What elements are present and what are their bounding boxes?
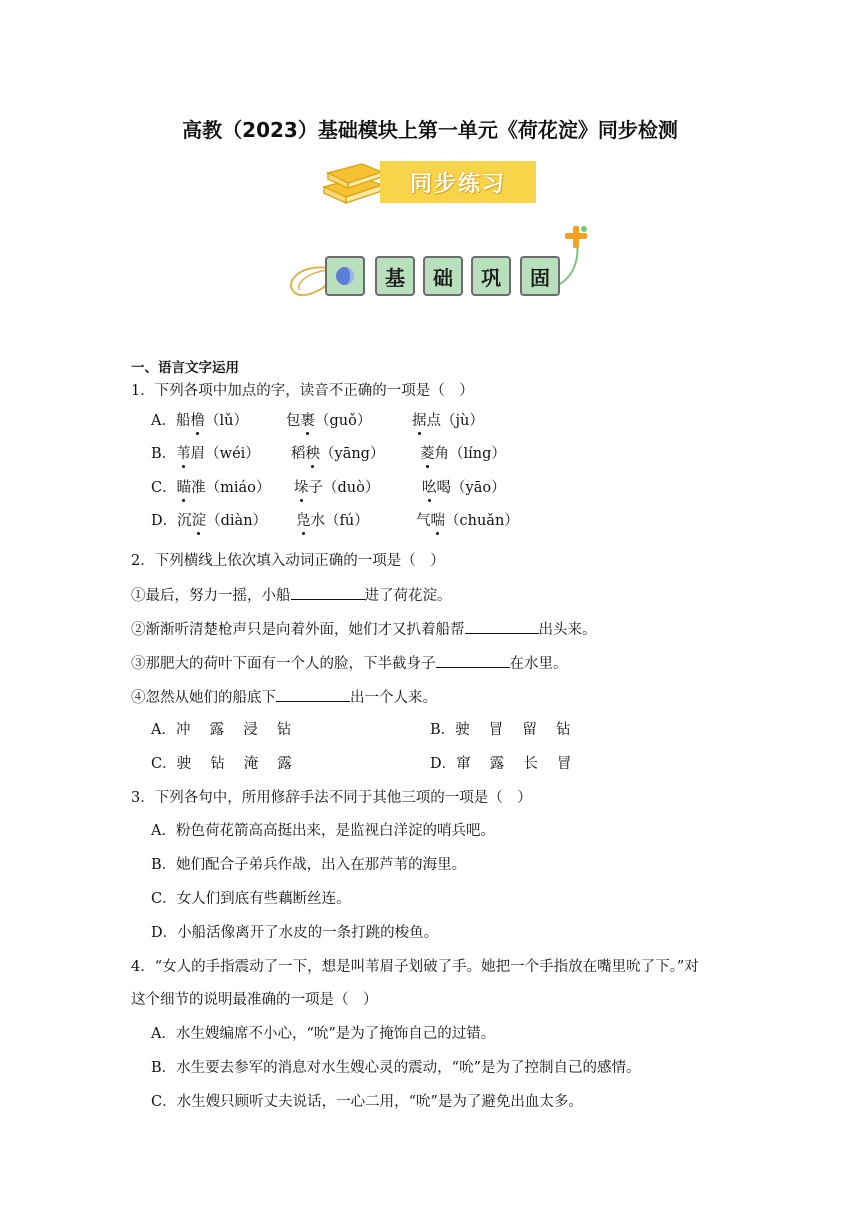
q4-option-c: C．水生嫂只顾听丈夫说话，一心二用，“吮”是为了避免出血太多。 — [151, 1094, 583, 1110]
dotted-char: 橹 — [190, 413, 205, 429]
text: ①最后，努力一摇，小船 — [131, 588, 291, 604]
q2-sentence-4 — [131, 687, 437, 707]
pinyin: （yāo） — [451, 480, 506, 496]
pinyin: （chuǎn） — [445, 513, 519, 529]
q1-stem: 1．下列各项中加点的字，读音不正确的一项是（ ） — [131, 383, 474, 399]
text: 进了荷花淀。 — [364, 588, 452, 604]
tile-chu: 础 — [423, 256, 463, 296]
pinyin: （fú） — [325, 513, 369, 529]
q2-stem: 2．下列横线上依次填入动词正确的一项是（ ） — [131, 553, 445, 569]
dotted-char: 裹 — [300, 413, 315, 429]
q4-option-b: B．水生要去参军的消息对水生嫂心灵的震动，“吮”是为了控制自己的感情。 — [151, 1060, 641, 1076]
dotted-char: 吆 — [422, 480, 437, 496]
char: 沉 — [177, 513, 192, 529]
q3-option-a: A．粉色荷花箭高高挺出来，是监视白洋淀的哨兵吧。 — [151, 823, 495, 839]
dotted-char: 喘 — [430, 513, 445, 529]
option-label: D． — [151, 513, 178, 529]
char: 角 — [434, 446, 449, 462]
q2-option-d: D．窜 露 长 冒 — [430, 756, 572, 772]
char: 船 — [175, 413, 191, 429]
char: 稻 — [291, 446, 306, 462]
fill-blank — [436, 653, 510, 668]
q1-option-c-word2 — [294, 479, 379, 497]
char: 准 — [191, 480, 206, 496]
q1-option-d — [151, 512, 267, 530]
pinyin: （lǔ） — [204, 413, 248, 429]
q4-stem-line-2: 这个细节的说明最准确的一项是（ ） — [131, 992, 378, 1008]
fill-blank — [291, 585, 365, 600]
fill-blank — [465, 619, 539, 634]
text: ③那肥大的荷叶下面有一个人的脸，下半截身子 — [131, 656, 436, 672]
q1-option-b-word3 — [420, 445, 506, 463]
option-label: C． — [151, 480, 177, 496]
option-label: A． — [151, 413, 176, 429]
text: ④忽然从她们的船底下 — [131, 690, 276, 706]
char: 点 — [426, 413, 441, 429]
q3-option-c: C．女人们到底有些藕断丝连。 — [151, 891, 351, 907]
pinyin: （duò） — [323, 480, 380, 496]
dotted-char: 苇 — [176, 446, 191, 462]
tile-gu: 固 — [520, 256, 560, 296]
pinyin: （diàn） — [206, 513, 268, 529]
q1-option-a-word2 — [286, 412, 371, 430]
q1-option-b — [151, 445, 260, 463]
text: 在水里。 — [509, 656, 568, 672]
q1-option-c-word3 — [422, 479, 506, 497]
basic-consolidation-header — [280, 224, 590, 304]
q1-option-d-word3 — [416, 512, 519, 530]
q3-option-b: B．她们配合子弟兵作战，出入在那芦苇的海里。 — [151, 857, 467, 873]
q1-option-d-word2 — [296, 512, 369, 530]
globe-tile — [325, 256, 365, 296]
q3-stem: 3．下列各句中，所用修辞手法不同于其他三项的一项是（ ） — [131, 790, 532, 806]
q1-option-b-word2 — [291, 445, 384, 463]
dotted-char: 垛 — [294, 480, 309, 496]
pinyin: （jù） — [441, 413, 484, 429]
char: 气 — [416, 513, 431, 529]
pinyin: （yāng） — [320, 446, 385, 462]
q3-option-d: D．小船活像离开了水皮的一条打跳的梭鱼。 — [151, 925, 439, 941]
dotted-char: 据 — [412, 413, 427, 429]
text: ②渐渐听清楚枪声只是向着外面，她们才又扒着船帮 — [131, 622, 465, 638]
fill-blank — [276, 687, 350, 702]
char: 包 — [286, 413, 301, 429]
char: 水 — [310, 513, 325, 529]
q1-option-a — [151, 412, 248, 430]
tile-ji: 基 — [375, 256, 415, 296]
q2-option-b: B．驶 冒 留 钻 — [430, 722, 571, 738]
globe-icon — [334, 265, 356, 287]
q4-stem-line-1: 4．“女人的手指震动了一下，想是叫苇眉子划破了手。她把一个手指放在嘴里吮了下。”对 — [131, 959, 699, 975]
dotted-char: 菱 — [420, 446, 435, 462]
option-label: B． — [151, 446, 177, 462]
q1-option-c — [151, 479, 270, 497]
pinyin: （guǒ） — [315, 413, 372, 429]
dotted-char: 凫 — [296, 513, 311, 529]
q2-sentence-2 — [131, 619, 597, 639]
q2-sentence-1 — [131, 585, 452, 605]
dotted-char: 淀 — [191, 513, 207, 529]
document-title: 高教（2023）基础模块上第一单元《荷花淀》同步检测 — [182, 118, 678, 142]
text: 出头来。 — [538, 622, 597, 638]
section-heading: 一、语言文字运用 — [131, 360, 239, 376]
char: 喝 — [436, 480, 451, 496]
banner-label-box — [380, 161, 536, 203]
char: 子 — [308, 480, 323, 496]
dotted-char: 秧 — [305, 446, 320, 462]
q2-option-c: C．驶 钻 淹 露 — [151, 756, 292, 772]
dotted-char: 瞄 — [176, 480, 192, 496]
banner-label: 同步练习 — [409, 171, 506, 197]
pinyin: （líng） — [449, 446, 506, 462]
q1-option-a-word3 — [412, 412, 484, 430]
char: 眉 — [190, 446, 206, 462]
pinyin: （miáo） — [205, 480, 271, 496]
practice-banner — [320, 157, 538, 207]
q2-option-a: A．冲 露 浸 钻 — [151, 722, 292, 738]
tile-gong: 巩 — [471, 256, 511, 296]
q2-sentence-3 — [131, 653, 568, 673]
q4-option-a: A．水生嫂编席不小心，“吮”是为了掩饰自己的过错。 — [151, 1026, 496, 1042]
text: 出一个人来。 — [350, 690, 437, 706]
pinyin: （wéi） — [205, 446, 260, 462]
